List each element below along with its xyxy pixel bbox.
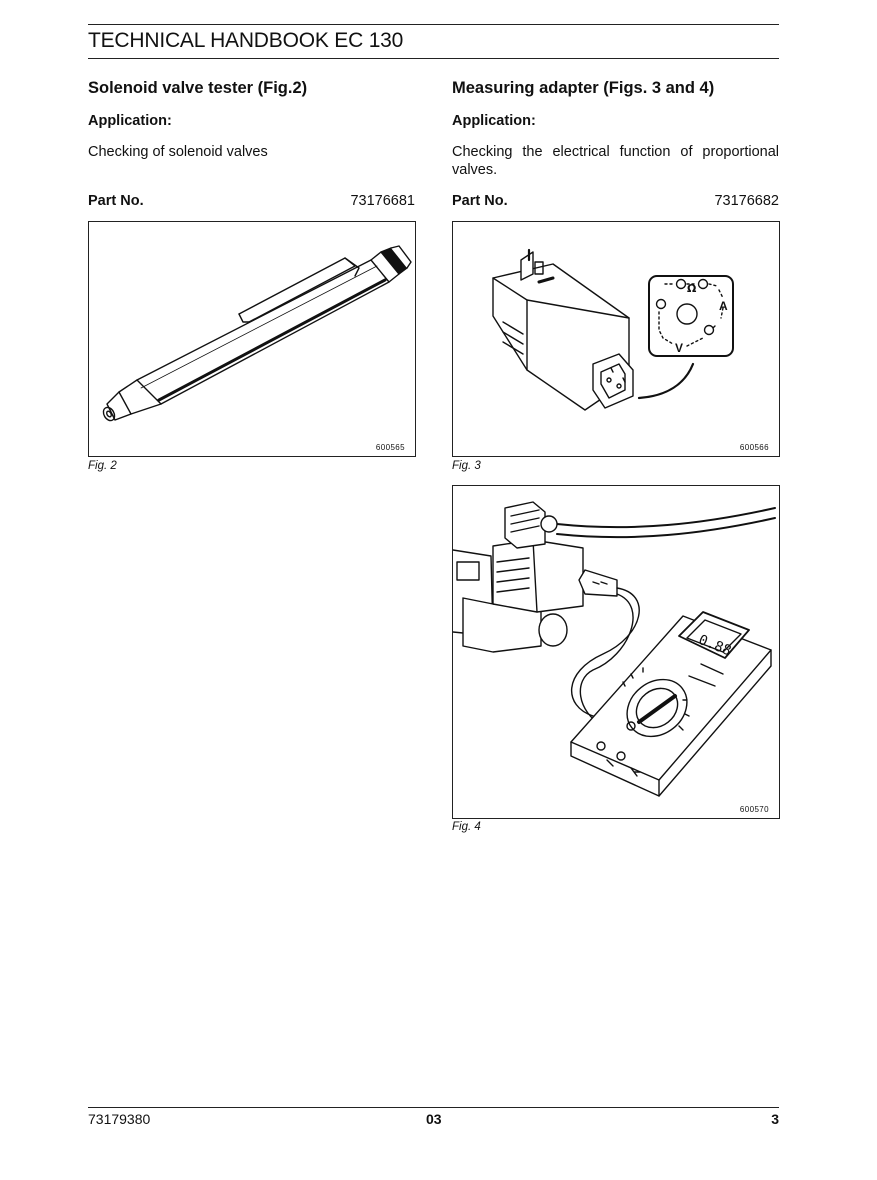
figure-2-solenoid-tester [88,221,416,457]
adapter-label-v: V [675,341,684,355]
footer-page-number: 3 [771,1111,779,1127]
multimeter-display-readout: 0.88 [696,631,734,660]
right-application-label: Application: [452,113,536,129]
figure-4-multimeter-setup [452,485,780,819]
page-title: TECHNICAL HANDBOOK EC 130 [88,29,404,52]
left-heading: Solenoid valve tester (Fig.2) [88,79,308,97]
footer-doc-number: 73179380 [88,1111,151,1127]
right-part-label: Part No. [452,193,508,209]
header-top-rule [88,24,779,25]
adapter-label-a: A [719,299,728,313]
left-part-label: Part No. [88,193,144,209]
footer-revision: 03 [426,1111,442,1127]
right-part-number: 73176682 [714,193,779,209]
figure-4-caption: Fig. 4 [452,821,481,833]
figure-3-measuring-adapter [452,221,780,457]
figure-3-reference: 600566 [739,443,769,452]
figure-3-caption: Fig. 3 [452,460,481,472]
figure-2-caption: Fig. 2 [88,460,117,472]
left-application-text: Checking of solenoid valves [88,144,268,160]
multimeter-setup-illustration [453,486,779,818]
solenoid-tester-illustration [89,222,415,456]
figure-2-reference: 600565 [375,443,405,452]
right-heading: Measuring adapter (Figs. 3 and 4) [452,79,715,97]
right-application-text: Checking the electrical function of proportional valves. [452,144,779,178]
left-part-number: 73176681 [350,193,415,209]
left-application-label: Application: [88,113,172,129]
adapter-label-ohm: Ω [687,282,697,295]
figure-4-reference: 600570 [739,805,769,814]
footer-rule [88,1107,779,1108]
header-bottom-rule [88,58,779,59]
measuring-adapter-illustration [453,222,779,456]
